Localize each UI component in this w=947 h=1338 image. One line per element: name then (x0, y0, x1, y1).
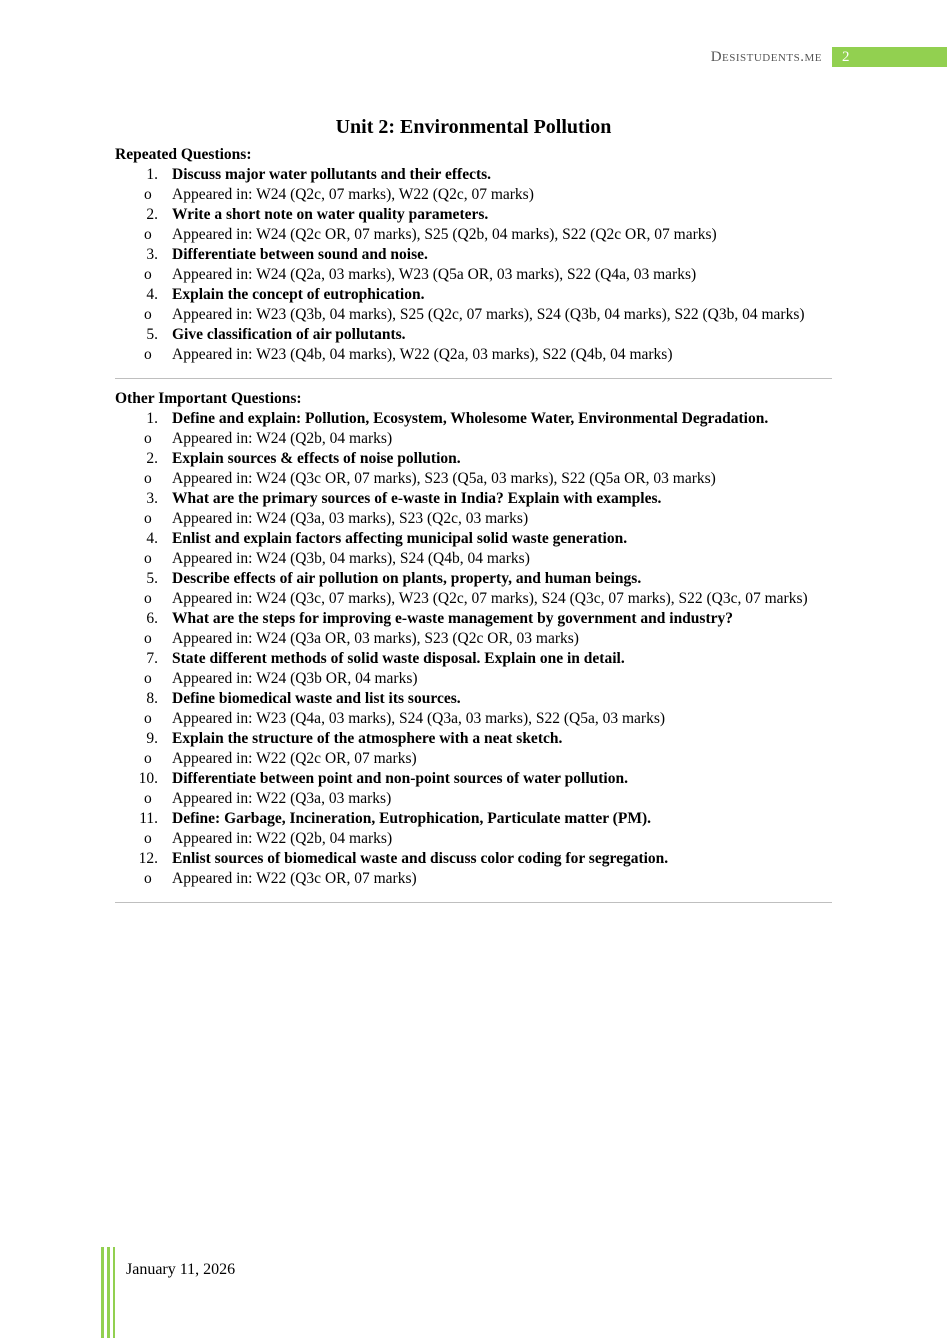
question-text: Define biomedical waste and list its sources. (172, 690, 461, 707)
bullet-icon: o (144, 306, 152, 323)
question-row (115, 325, 832, 345)
list-item (115, 325, 832, 365)
question-text: Define and explain: Pollution, Ecosystem, Wholesome Water, Environmental Degradation. (172, 410, 769, 427)
question-number: 5. (146, 326, 158, 343)
list-item (115, 849, 832, 889)
question-number: 2. (146, 450, 158, 467)
appeared-in-row (115, 629, 832, 649)
question-row (115, 245, 832, 265)
appeared-in-row (115, 789, 832, 809)
question-number: 2. (146, 206, 158, 223)
list-item (115, 409, 832, 449)
appeared-in-text: Appeared in: W23 (Q4a, 03 marks), S24 (Q3a, 03 marks), S22 (Q5a, 03 marks) (172, 710, 666, 727)
page-header (0, 47, 947, 69)
question-row (115, 205, 832, 225)
appeared-in-row (115, 829, 832, 849)
page-title: Unit 2: Environmental Pollution (335, 116, 612, 138)
question-text: Enlist and explain factors affecting municipal solid waste generation. (172, 530, 628, 547)
question-number: 3. (146, 246, 158, 263)
appeared-in-text: Appeared in: W23 (Q4b, 04 marks), W22 (Q2a, 03 marks), S22 (Q4b, 04 marks) (172, 346, 673, 363)
list-item (115, 769, 832, 809)
question-number: 10. (138, 770, 158, 787)
question-text: Give classification of air pollutants. (172, 326, 406, 343)
bullet-icon: o (144, 670, 152, 687)
question-text: What are the steps for improving e-waste management by government and industry? (172, 610, 733, 627)
bullet-icon: o (144, 266, 152, 283)
list-item (115, 245, 832, 285)
footer-date: January 11, 2026 (126, 1261, 236, 1278)
appeared-in-text: Appeared in: W23 (Q3b, 04 marks), S25 (Q2c, 07 marks), S24 (Q3b, 04 marks), S22 (Q3b, 04 marks) (172, 306, 805, 323)
appeared-in-row (115, 185, 832, 205)
question-text: Differentiate between point and non-point sources of water pollution. (172, 770, 628, 787)
list-item (115, 729, 832, 769)
appeared-in-row (115, 869, 832, 889)
bullet-icon: o (144, 790, 152, 807)
bullet-icon: o (144, 830, 152, 847)
question-number: 1. (146, 166, 158, 183)
appeared-in-text: Appeared in: W24 (Q3c, 07 marks), W23 (Q2c, 07 marks), S24 (Q3c, 07 marks), S22 (Q3c, 07 marks) (172, 590, 808, 607)
site-name: Desistudents.me (710, 49, 822, 65)
question-text: Define: Garbage, Incineration, Eutrophication, Particulate matter (PM). (172, 810, 651, 827)
question-number: 5. (146, 570, 158, 587)
list-item (115, 609, 832, 649)
question-number: 1. (146, 410, 158, 427)
bullet-icon: o (144, 430, 152, 447)
document-body (115, 115, 832, 913)
list-item (115, 449, 832, 489)
other-questions-list (115, 409, 832, 889)
list-item (115, 489, 832, 529)
bullet-icon: o (144, 870, 152, 887)
appeared-in-row (115, 345, 832, 365)
list-item (115, 809, 832, 849)
appeared-in-row (115, 429, 832, 449)
question-number: 3. (146, 490, 158, 507)
question-number: 8. (146, 690, 158, 707)
list-item (115, 285, 832, 325)
appeared-in-text: Appeared in: W24 (Q3b OR, 04 marks) (172, 670, 418, 687)
footer-accent-bar (113, 1247, 115, 1338)
appeared-in-row (115, 749, 832, 769)
page-number: 2 (832, 47, 947, 67)
appeared-in-row (115, 509, 832, 529)
appeared-in-text: Appeared in: W24 (Q2c, 07 marks), W22 (Q2c, 07 marks) (172, 186, 534, 203)
question-text: Write a short note on water quality parameters. (172, 206, 489, 223)
appeared-in-row (115, 589, 832, 609)
list-item (115, 689, 832, 729)
question-row (115, 729, 832, 749)
appeared-in-row (115, 669, 832, 689)
list-item (115, 205, 832, 245)
appeared-in-row (115, 469, 832, 489)
appeared-in-row (115, 549, 832, 569)
question-row (115, 689, 832, 709)
appeared-in-text: Appeared in: W24 (Q3b, 04 marks), S24 (Q4b, 04 marks) (172, 550, 530, 567)
bullet-icon: o (144, 750, 152, 767)
question-row (115, 409, 832, 429)
section-divider (115, 378, 832, 379)
bullet-icon: o (144, 630, 152, 647)
appeared-in-text: Appeared in: W24 (Q3c OR, 07 marks), S23 (Q5a, 03 marks), S22 (Q5a OR, 03 marks) (172, 470, 716, 487)
appeared-in-row (115, 305, 832, 325)
question-number: 4. (146, 286, 158, 303)
appeared-in-text: Appeared in: W24 (Q2c OR, 07 marks), S25 (Q2b, 04 marks), S22 (Q2c OR, 07 marks) (172, 226, 717, 243)
question-row (115, 529, 832, 549)
bullet-icon: o (144, 226, 152, 243)
question-row (115, 649, 832, 669)
bullet-icon: o (144, 590, 152, 607)
appeared-in-text: Appeared in: W22 (Q2c OR, 07 marks) (172, 750, 417, 767)
list-item (115, 649, 832, 689)
bullet-icon: o (144, 346, 152, 363)
question-text: State different methods of solid waste disposal. Explain one in detail. (172, 650, 625, 667)
question-row (115, 165, 832, 185)
appeared-in-row (115, 225, 832, 245)
question-row (115, 285, 832, 305)
bullet-icon: o (144, 186, 152, 203)
appeared-in-text: Appeared in: W24 (Q2a, 03 marks), W23 (Q5a OR, 03 marks), S22 (Q4a, 03 marks) (172, 266, 697, 283)
list-item (115, 165, 832, 205)
list-item (115, 569, 832, 609)
footer-accent-bar (107, 1247, 110, 1338)
bullet-icon: o (144, 710, 152, 727)
question-number: 4. (146, 530, 158, 547)
repeated-questions-list (115, 165, 832, 365)
question-number: 11. (139, 810, 158, 827)
question-text: What are the primary sources of e-waste in India? Explain with examples. (172, 490, 662, 507)
question-number: 12. (138, 850, 158, 867)
question-text: Explain the concept of eutrophication. (172, 286, 425, 303)
other-questions-heading: Other Important Questions: (115, 390, 302, 407)
appeared-in-text: Appeared in: W22 (Q3a, 03 marks) (172, 790, 392, 807)
question-text: Explain sources & effects of noise pollution. (172, 450, 461, 467)
appeared-in-text: Appeared in: W22 (Q3c OR, 07 marks) (172, 870, 417, 887)
appeared-in-text: Appeared in: W24 (Q2b, 04 marks) (172, 430, 393, 447)
question-row (115, 849, 832, 869)
list-item (115, 529, 832, 569)
footer-accent-bars (101, 1247, 117, 1338)
question-row (115, 609, 832, 629)
appeared-in-text: Appeared in: W22 (Q2b, 04 marks) (172, 830, 393, 847)
question-number: 6. (146, 610, 158, 627)
question-text: Describe effects of air pollution on plants, property, and human beings. (172, 570, 642, 587)
section-divider (115, 902, 832, 903)
question-number: 7. (146, 650, 158, 667)
question-text: Differentiate between sound and noise. (172, 246, 428, 263)
bullet-icon: o (144, 470, 152, 487)
question-text: Enlist sources of biomedical waste and discuss color coding for segregation. (172, 850, 669, 867)
repeated-questions-heading: Repeated Questions: (115, 146, 252, 163)
question-row (115, 809, 832, 829)
appeared-in-text: Appeared in: W24 (Q3a, 03 marks), S23 (Q2c, 03 marks) (172, 510, 529, 527)
question-text: Discuss major water pollutants and their effects. (172, 166, 492, 183)
question-text: Explain the structure of the atmosphere with a neat sketch. (172, 730, 563, 747)
question-row (115, 569, 832, 589)
appeared-in-row (115, 265, 832, 285)
footer-accent-bar (101, 1247, 104, 1338)
question-row (115, 489, 832, 509)
question-number: 9. (146, 730, 158, 747)
bullet-icon: o (144, 510, 152, 527)
question-row (115, 449, 832, 469)
bullet-icon: o (144, 550, 152, 567)
question-row (115, 769, 832, 789)
appeared-in-text: Appeared in: W24 (Q3a OR, 03 marks), S23 (Q2c OR, 03 marks) (172, 630, 579, 647)
appeared-in-row (115, 709, 832, 729)
